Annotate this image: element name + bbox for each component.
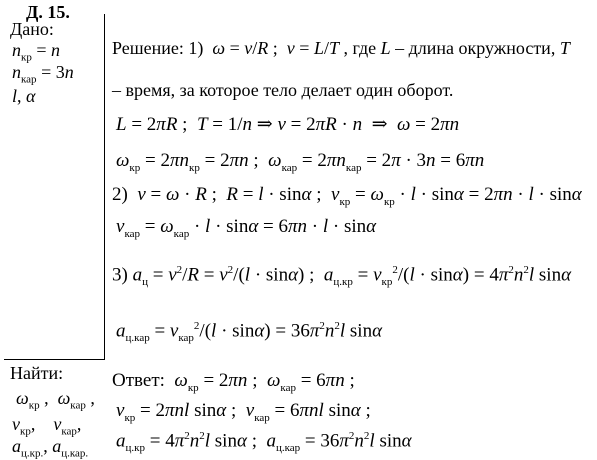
problem-id: Д. 15.: [26, 2, 70, 22]
find-line-2: $v_{кр}$, $v_{кар}$,: [12, 414, 82, 438]
solution-line-1: Решение: 1) ω = v/R ; v = L/T , где L – длина окружности, T: [112, 38, 570, 58]
answer-line-3: $a_{ц.кр} = 4\pi^2n^2l$ sinα ; $a_{ц.кар} = 36\pi^2n^2l$ sinα: [116, 430, 412, 455]
find-label: Найти:: [10, 363, 64, 383]
solution-line-4: $\omega_{кр} = 2\pi n_{кр} = 2\pi n$ ; $\omega_{кар} = 2\pi n_{кар} = 2\pi \cdot 3n = 6\pi n$: [116, 150, 485, 174]
solution-line-7: 3) $a_ц = v^2/R = v^2/(l \cdot \sin\alpha)$ ; $a_{ц.кр} = v_{кр}^2/(l \cdot \sin\alpha) = 4\pi^2n^2l$ sinα: [112, 264, 572, 289]
given-line-1: $n_{кр} = n$: [12, 40, 61, 64]
solution-line-5: 2) v = ω · R ; R = l · sinα ; $v_{кр} = \omega_{кр} \cdot l \cdot \sin\alpha = 2\pi n \cdot l \cdot \sin\alpha$: [112, 184, 582, 208]
solution-line-2: – время, за которое тело делает один оборот.: [112, 80, 454, 100]
find-line-3: $a_{ц.кр.}$, $a_{ц.кар.}$: [12, 436, 89, 460]
answer-line-1: Ответ: $\omega_{кр} = 2\pi n$ ; $\omega_{кар} = 6\pi n$ ;: [112, 370, 355, 394]
find-line-1: $\omega_{кр}$ , $\omega_{кар}$ ,: [16, 388, 95, 412]
solution-line-8: $a_{ц.кар} = v_{кар}^2/(l \cdot \sin\alpha) = 36\pi^2n^2l$ sinα: [116, 320, 383, 345]
vertical-divider: [104, 14, 105, 359]
horizontal-divider: [4, 359, 105, 360]
given-label: Дано:: [10, 19, 54, 39]
given-line-3: l, α: [12, 86, 36, 106]
solution-line-3: L = 2πR ; T = 1/n ⇒ v = 2πR · n ⇒ ω = 2πn: [116, 114, 460, 135]
solution-line-6: $v_{кар} = \omega_{кар} \cdot l \cdot \sin\alpha = 6\pi n \cdot l \cdot \sin\alpha$: [116, 216, 377, 240]
given-line-2: $n_{кар} = 3n$: [12, 62, 74, 86]
answer-line-2: $v_{кр} = 2\pi nl$ sinα ; $v_{кар} = 6\pi nl$ sinα ;: [116, 400, 371, 424]
